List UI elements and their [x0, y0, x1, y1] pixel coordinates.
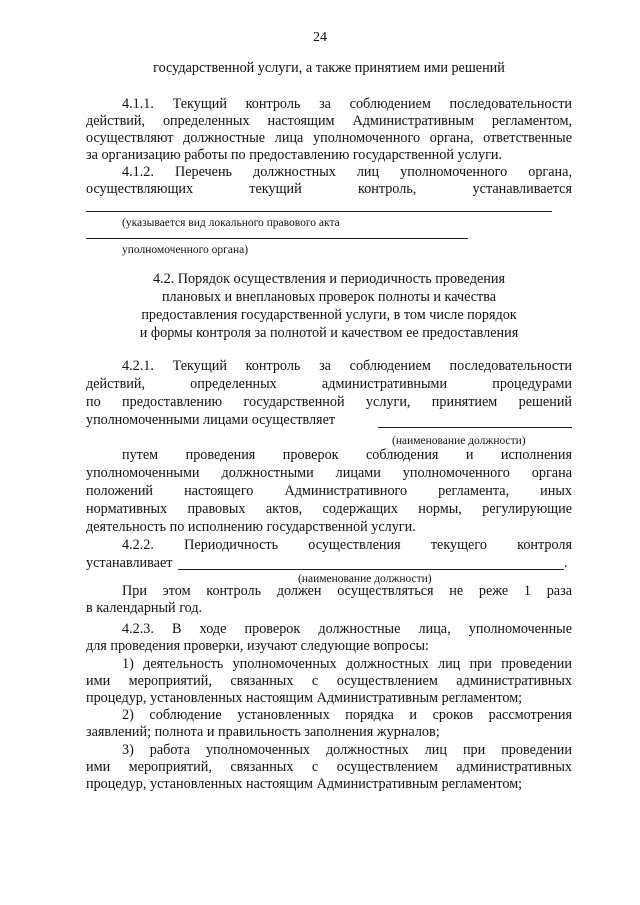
- list-item: 3) работа уполномоченных должностных лиц при проведении: [122, 742, 572, 758]
- text-line: устанавливает: [86, 555, 173, 571]
- text-line: государственной услуги, а также принятием ими решений: [153, 60, 505, 76]
- list-item: заявлений; полнота и правильность заполнения журналов;: [86, 724, 440, 740]
- text-line: по предоставлению государственной услуги, принятием решений: [86, 394, 572, 410]
- text-line: деятельность по исполнению государственной услуги.: [86, 519, 416, 535]
- field-caption: (наименование должности): [298, 573, 432, 585]
- text-line: 4.1.2. Перечень должностных лиц уполномоченного органа,: [122, 164, 572, 180]
- list-item: 2) соблюдение установленных порядка и сроков рассмотрения: [122, 707, 572, 723]
- list-item: ими мероприятий, связанных с осуществлением административных: [86, 759, 572, 775]
- text-line: за организацию работы по предоставлению государственной услуги.: [86, 147, 503, 163]
- text-line: .: [564, 555, 568, 571]
- section-heading: и формы контроля за полнотой и качеством ее предоставления: [139, 325, 519, 341]
- section-heading: 4.2. Порядок осуществления и периодичность проведения: [152, 271, 506, 287]
- list-item: процедур, установленных настоящим Административным регламентом;: [86, 776, 523, 792]
- text-line: положений настоящего Административного регламента, иных: [86, 483, 572, 499]
- fill-in-line: [378, 427, 572, 428]
- text-line: 4.1.1. Текущий контроль за соблюдением последовательности: [122, 96, 572, 112]
- section-heading: предоставления государственной услуги, в том числе порядок: [141, 307, 517, 323]
- text-line: уполномоченными должностными лицами уполномоченного органа: [86, 465, 572, 481]
- field-caption: (наименование должности): [392, 435, 526, 447]
- text-line: действий, определенных административными процедурами: [86, 376, 572, 392]
- text-line: путем проведения проверок соблюдения и исполнения: [122, 447, 572, 463]
- text-line: При этом контроль должен осуществляться не реже 1 раза: [122, 583, 572, 599]
- text-line: действий, определенных настоящим Административным регламентом,: [86, 113, 572, 129]
- fill-in-line: [86, 238, 468, 239]
- text-line: осуществляют должностные лица уполномоченного органа, ответственные: [86, 130, 572, 146]
- text-line: в календарный год.: [86, 600, 203, 616]
- fill-in-line: [178, 569, 564, 570]
- list-item: 1) деятельность уполномоченных должностных лиц при проведении: [122, 656, 572, 672]
- page-number: 24: [313, 30, 327, 45]
- section-heading: плановых и внеплановых проверок полноты и качества: [161, 289, 497, 305]
- list-item: процедур, установленных настоящим Административным регламентом;: [86, 690, 523, 706]
- text-line: 4.2.3. В ходе проверок должностные лица, уполномоченные: [122, 621, 572, 637]
- text-line: 4.2.2. Периодичность осуществления текущего контроля: [122, 537, 572, 553]
- text-line: 4.2.1. Текущий контроль за соблюдением последовательности: [122, 358, 572, 374]
- text-line: нормативных правовых актов, содержащих нормы, регулирующие: [86, 501, 572, 517]
- field-caption: уполномоченного органа): [122, 244, 249, 256]
- text-line: уполномоченными лицами осуществляет: [86, 412, 336, 428]
- text-line: осуществляющих текущий контроль, устанавливается: [86, 181, 572, 197]
- list-item: ими мероприятий, связанных с осуществлением административных: [86, 673, 572, 689]
- field-caption: (указывается вид локального правового акта: [122, 217, 340, 229]
- text-line: для проведения проверки, изучают следующие вопросы:: [86, 638, 429, 654]
- fill-in-line: [86, 211, 552, 212]
